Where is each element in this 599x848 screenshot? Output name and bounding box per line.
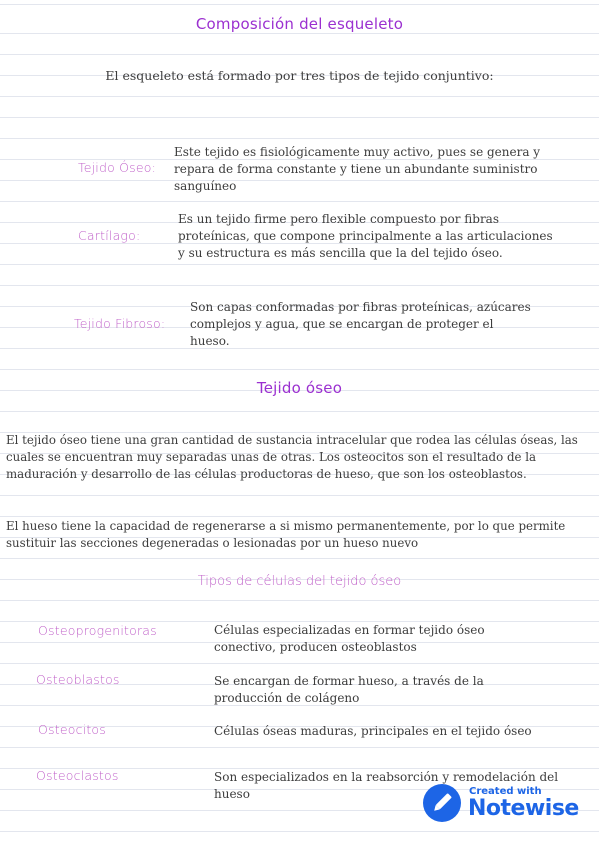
term-osteoprogenitoras: Osteoprogenitoras [38,623,157,638]
term-osteoclastos: Osteoclastos [36,768,119,783]
desc-osteocitos: Células óseas maduras, principales en el tejido óseo [214,724,532,738]
page-title: Composición del esqueleto [195,15,404,33]
paragraph-tejido-oseo: El tejido óseo tiene una gran cantidad de sustancia intracelular que rodea las células óseas, las cuales se encuentran muy separadas unas de otras. Los osteocitos son el resultado de la maduración y desarrollo de las células productoras de hueso, que son los osteoblastos. [6,433,578,481]
desc-osteoclastos: Son especializados en la reabsorción y remodelación del hueso [214,770,559,801]
desc-cartilago: Es un tejido firme pero flexible compuesto por fibras proteínicas, que compone principalmente a las articulaciones y su estructura es más sencilla que la del tejido óseo. [178,212,553,260]
cell-types-title: Tipos de células del tejido óseo [197,574,402,589]
paragraph-regeneracion: El hueso tiene la capacidad de regenerarse a si mismo permanentemente, por lo que permite sustituir las secciones degeneradas o lesionadas por un hueso nuevo [6,519,566,550]
desc-tejido-fibroso: Son capas conformadas por fibras proteínicas, azúcares complejos y agua, que se encargan de proteger el hueso. [190,300,531,348]
term-osteocitos: Osteocitos [38,722,106,737]
term-osteoblastos: Osteoblastos [36,672,120,687]
desc-tejido-oseo: Este tejido es fisiológicamente muy activo, pues se genera y repara de forma constante y tiene un abundante suministro sanguíneo [174,145,541,193]
badge-created-with: Created with [469,786,542,797]
term-tejido-oseo: Tejido Óseo: [78,160,157,175]
term-cartilago: Cartílago: [78,228,141,243]
desc-osteoblastos: Se encargan de formar hueso, a través de la producción de colágeno [214,674,484,705]
section-title-tejido-oseo: Tejido óseo [256,379,343,397]
pen-icon [423,784,461,822]
badge-notewise: Notewise [468,796,579,821]
term-tejido-fibroso: Tejido Fibroso: [74,316,166,331]
intro-text: El esqueleto está formado por tres tipos de tejido conjuntivo: [105,68,494,83]
desc-osteoprogenitoras: Células especializadas en formar tejido óseo conectivo, producen osteoblastos [214,623,485,654]
notewise-badge [423,782,583,830]
